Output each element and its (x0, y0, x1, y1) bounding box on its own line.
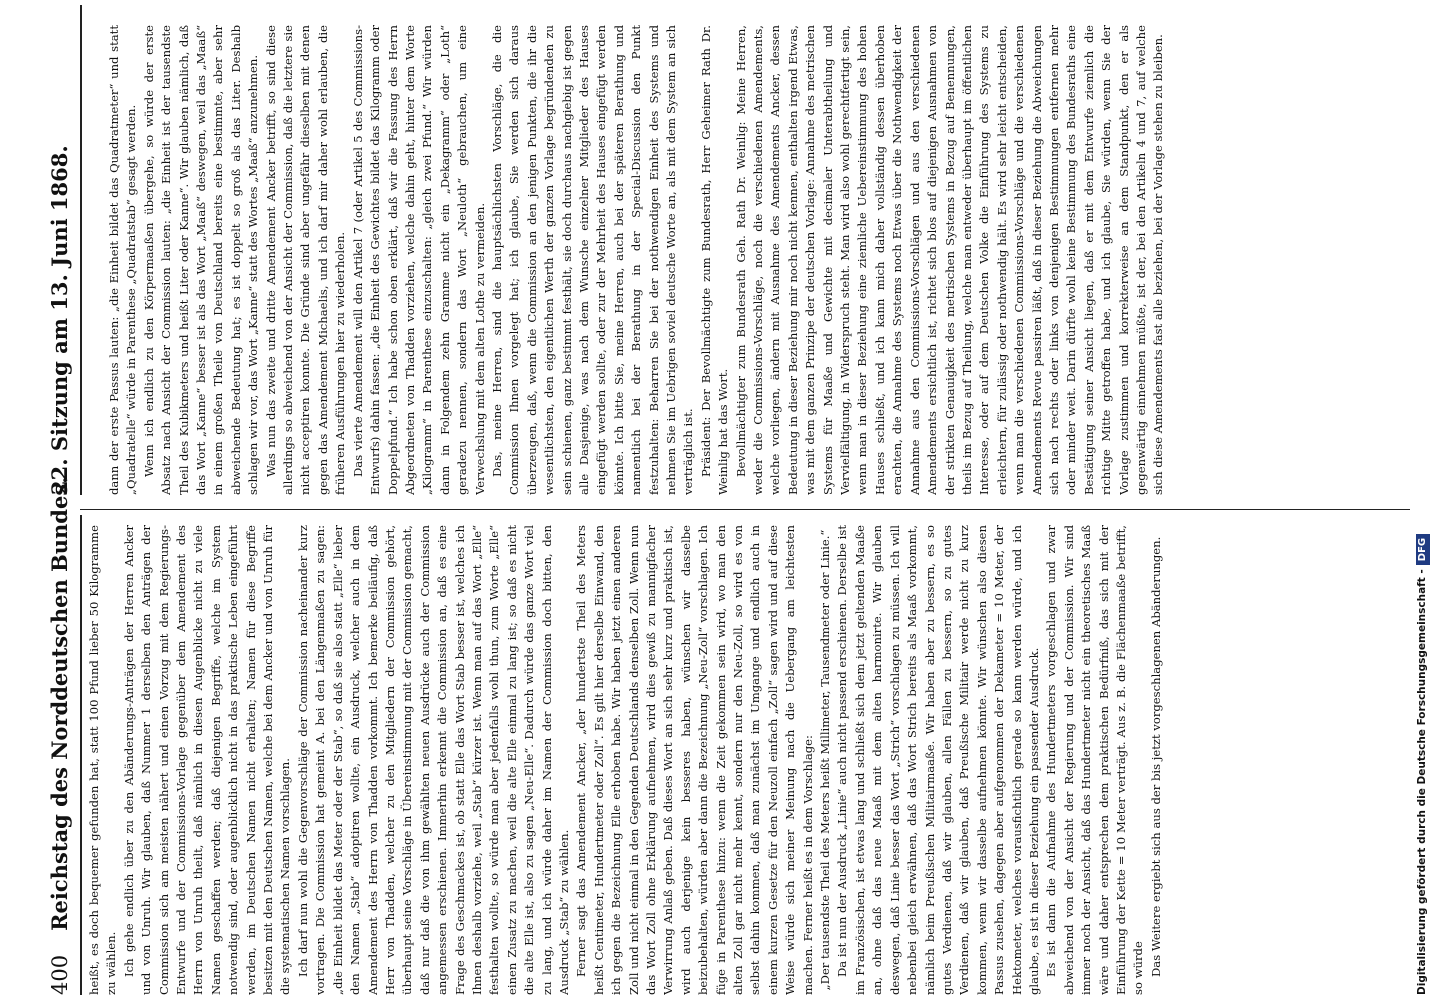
header-rule-right (80, 5, 82, 495)
paragraph: Es ist dann die Aufnahme des Hundertmeters vorgeschlagen und zwar abweichend von der Ansicht der Regierung und der Commission. Wir sind immer noch der Ansicht, daß das Hundertmeter nicht ein theoretisches Maaß wäre und daher entsprechen dem praktischen Bedürfniß, das sich mit der Einführung der Kette = 10 Meter verträgt. Aus z. B. die Flächenmaaße betrifft, so würde (1044, 525, 1146, 995)
dfg-logo: DFG (1416, 534, 1430, 565)
right-page-header (40, 5, 80, 495)
paragraph: Da ist nun der Ausdruck „Linie“ auch nicht passend erschienen. Derselbe ist im Französischen, ist etwas lang und schließt sich dem jetzt geltenden Maaße an, ohne daß das neue Maaß mit dem alten harmonirte. Wir glauben deswegen, daß Linie besser das Wort „Strich“ vorschlagen zu müssen. Ich will nebenbei gleich erwähnen, daß das Wort Strich bereits als Maaß vorkommt, nämlich beim Preußischen Militairmaaße. Wir haben aber zu bessern, es so gutes Verdienen, daß wir glauben, allen Fällen zu bessern, so zu gutes Verdienen, daß wir glauben, daß Preußische Militair werde nicht zu kurz kommen, wenn wir dasselbe aufnehmen könnte. Wir wünschen also diesen Passus zusehen, dagegen aber aufgenommen der Dekameter = 10 Meter, der Hektometer, welches vorausfichtlich gerade so kann werden würde, und ich glaube, es ist in dieser Beziehung ein passender Ausdruck. (835, 525, 1041, 995)
weinlig-speech: Bevollmächtigter zum Bundesrath Geh. Rath Dr. Weinlig: Meine Herren, weder die Commissions-Vorschläge, noch die verschiedenen Amendements, welche vorliegen, ändern mit Ausnahme des Amendements Ancker, dessen Bedeutung in dieser Beziehung mir noch nicht kennen, enthalten irgend Etwas, was mit dem ganzen Prinzipe der deutschen Vorlage: Annahme des metrischen Systems für Maaße und Gewichte mit decimaler Unterabtheilung und Vervielfältigung, in Widerspruch steht. Man wird also wohl gerechtfertigt sein, wenn man in dieser Beziehung eine ziemliche Uebereinstimmung des hohen Hauses schließt, und ich kann mich daher vollständig dessen überhoben erachten, die Annahme des Systems noch Etwas über die Nothwendigkeit der Annahme aus den Commissions-Vorschlägen und aus den verschiedenen Amendements ersichtlich ist, richtet sich blos auf diejenigen Ausnahmen von der strikten Genauigkeit des metrischen Systems in Bezug auf Benennungen, theils im Bezug auf Theilung, welche man entweder überhaupt im öffentlichen Interesse, oder auf dem Deutschen Volke die Einführung des Systems zu erleichtern, für zulässig oder nothwendig hält. Es wird sehr leicht entscheiden, wenn man die verschiedenen Commissions-Vorschläge und die verschiedenen Amendements Revue passiren läßt, daß in dieser Beziehung die Abweichungen sich nach rechts oder links von denjenigen Bestimmungen entfernen mehr oder minder weit. Darin dürfte wohl keine Bestimmung des Bundesraths eine Bestätigung seiner Ansicht liegen, daß er mit dem Entwurfe ziemlich die richtige Mitte getroffen habe, und ich glaube, Sie würden, wenn Sie der Vorlage zustimmen und korrekterweise an dem Standpunkt, den er als gegenwärtig einnehmen müßte, ist der, bei den Artikeln 4 und 7, auf welche sich diese Amendements fast alle beziehen, bei der Vorlage stehen zu bleiben. (733, 25, 1166, 495)
text-column-left (86, 525, 1416, 995)
text-column-right (106, 25, 1416, 495)
paragraph: Das vierte Amendement will den Artikel 7 (oder Artikel 5 des Commissions-Entwurfs) dahin fassen: „die Einheit des Gewichtes bildet das Kilogramm oder Doppelpfund.“ Ich habe schon oben erklärt, daß wir die Fassung des Herrn Abgeordneten von Thadden vorziehen, welche dahin geht, hinter dem Worte „Kilogramm“ in Parenthese einzuschalten: „gleich zwei Pfund.“ Wir würden dann in Folgendem zehn Gramme nicht ein „Dekagramm“ oder „Loth“ geradezu nennen, sondern das Wort „Neuloth“ gebrauchen, um eine Verwechslung mit dem alten Lothe zu vermeiden. (350, 25, 487, 495)
paragraph: heißt, es doch bequemer gefunden hat, statt 100 Pfund lieber 50 Kilogramme zu wählen. (87, 525, 119, 995)
paragraph: Wenn ich endlich zu den Körpermaaßen übergehe, so würde der erste Absatz nach Ansicht der Commission lauten: „die Einheit ist der tausendste Theil des Kubikmeters und heißt Liter oder Kanne“. Wir glauben nämlich, daß das Wort „Kanne“ besser ist als das Wort „Maaß“ deswegen, weil das „Maaß“ in einem großen Theile von Deutschland bereits eine bestimmte, aber sehr abweichende Bedeutung hat; es ist doppelt so groß als das Liter. Deshalb schlagen wir vor, das Wort „Kanne“ statt des Wortes „Maaß“ anzunehmen. (141, 25, 261, 495)
paragraph: Was nun das zweite und dritte Amendement Ancker betrifft, so sind diese allerdings so abweichend von der Ansicht der Commission, daß die letztere sie nicht acceptiren konnte. Die Gründe sind aber ungefähr dieselben mit denen gegen das Amendement Michaelis, und ich darf mir daher wohl erlauben, die früheren Ausführungen hier zu wiederholen. (263, 25, 348, 495)
rotated-newspaper-page (40, 5, 1420, 995)
digitization-credit-strip (1413, 0, 1432, 1000)
paragraph: Ferner sagt das Amendement Ancker, „der hundertste Theil des Meters heißt Centimeter, Hundertmeter oder Zoll“. Es gilt hier derselbe Einwand, den ich gegen die Bezeichnung Elle erhoben habe. Wir haben jetzt einen anderen Zoll und nicht einmal in den Gegenden Deutschlands denselben Zoll. Wenn nun das Wort Zoll ohne Erklärung aufnehmen, wird dies gewiß zu mannigfacher Verwirrung Anlaß geben. Daß dieses Wort an sich sehr kurz und praktisch ist, wird auch derjenige kein besseres haben, wünschen wir dasselbe beizubehalten, würden aber dann die Bezeichnung „Neu-Zoll“ vorschlagen. Ich füge in Parenthese hinzu: wenn die Zeit gekommen sein wird, wo man den alten Zoll gar nicht mehr kennt, sondern nur den Neu-Zoll, so wird es von selbst dahin kommen, daß man zunächst im Umgange und endlich auch in einem kurzen Gesetze für den Neuzoll einfach „Zoll“ sagen wird und auf diese Weise würde sich meiner Meinung nach die Uebergang am leichtesten machen. Ferner heißt es in dem Vorschlage: (574, 525, 815, 995)
paragraph: Das Weitere ergiebt sich aus der bis jetzt vorgeschlagenen Abänderungen. (1148, 536, 1163, 977)
right-running-title: 22. Sitzung am 13. Juni 1868. (47, 145, 72, 495)
left-running-title: Reichstag des Norddeutschen Bundes. (47, 476, 72, 931)
column-divider (80, 509, 1410, 510)
paragraph: Das, meine Herren, sind die hauptsächlichsten Vorschläge, die die Commission Ihnen vorgelegt hat; ich glaube, Sie werden sich daraus überzeugen, daß, wenn die Commission an den jenigen Punkten, die ihr die wesentlichsten, den eigentlichen Werth der ganzen Vorlage begründenden zu sein schienen, ganz bestimmt festhält, sie doch durchaus nachgiebig ist gegen alle Dasjenige, was nach dem Wunsche einzelner Mitglieder des Hauses eingefügt werden sollte, oder zur der Mehrheit des Hauses eingefügt werden könnte. Ich bitte Sie, meine Herren, auch bei der späteren Berathung und namentlich bei der Berathung in der Special-Discussion den Punkt festzuhalten: Beharren Sie bei der nothwendigen Einheit des Systems und nehmen Sie im Uebrigen soviel deutsche Worte an, als mit dem System an sich verträglich ist. (489, 25, 696, 495)
quoted-line: „Der tausendste Theil des Meters heißt Millimeter, Tausendmeter oder Linie.“ (818, 529, 833, 991)
paragraph: Ich gehe endlich über zu den Abänderungs-Anträgen der Herren Ancker und von Unruh. Wir glauben, daß Nummer 1 derselben den Anträgen der Commission sich am meisten nähert und einen Vorzug mit dem Regierungs-Entwurfe und der Commissions-Vorlage gegenüber dem Amendement des Herrn von Unruh theilt, daß nämlich in diesen Augenblicke nicht zu viele Namen geschaffen werden; daß diejenigen Begriffe, welche im System notwendig sind, oder augenblicklich nicht in das praktische Leben eingeführt werden, im Deutschen Namen nicht erhalten; Namen für diese Begriffe besitzen mit den Deutschen Namen, welche bei dem Ancker und von Unruh für die systematischen Namen vorschlagen. (121, 525, 293, 995)
president-remark: Präsident: Der Bevollmächtigte zum Bundesrath, Herr Geheimer Rath Dr. Weinlig hat das Wort. (698, 25, 731, 495)
paragraph: Ich darf nun wohl die Gegenvorschläge der Commission nacheinander kurz vortragen. Die Commission hat gemeint A. bei den Längenmaßen zu sagen: „die Einheit bildet das Meter oder der Stab“, so daß sie also statt „Elle“ lieber den Namen „Stab“ adoptiren wollte, ein Ausdruck, welcher auch in dem Amendement des Herrn von Thadden vorkommt. Ich bemerke beiläufig, daß Herr von Thadden, welcher zu den Mitgliedern der Commission gehört, überhaupt seine Vorschläge in Übereinstimmung mit der Commission gemacht, daß nur daß die von ihm gewählten neuen Ausdrücke auch der Commission angemessen erschienen. Immerhin erkennt die Commission an, daß es eine Frage des Geschmackes ist, ob statt Elle das Wort Stab besser ist, welches ich Ihnen deshalb vorziehe, weil „Stab“ kürzer ist. Wenn man auf das Wort „Elle“ festhalten wollte, so würde man aber jedenfalls wohl thun, zum Worte „Elle“ einen Zusatz zu machen, weil die alte Elle einmal zu lang ist; so daß es nicht die alte Elle ist, also zu sagen „Neu-Elle“. Dadurch würde das ganze Wort viel zu lang, und ich würde daher im Namen der Commission doch bitten, den Ausdruck „Stab“ zu wählen. (295, 525, 571, 995)
digitization-note: Digitalisierung gefördert durch die Deutsche Forschungsgemeinschaft - (1416, 569, 1428, 995)
page-number: 400 (48, 954, 72, 995)
header-rule-left (80, 515, 82, 995)
left-page-header (40, 476, 80, 995)
paragraph: dann der erste Passus lauten: „die Einheit bildet das Quadratmeter“ und statt „Quadratelle“ würde in Parenthese „Quadratstab“ gesagt werden. (107, 25, 139, 495)
